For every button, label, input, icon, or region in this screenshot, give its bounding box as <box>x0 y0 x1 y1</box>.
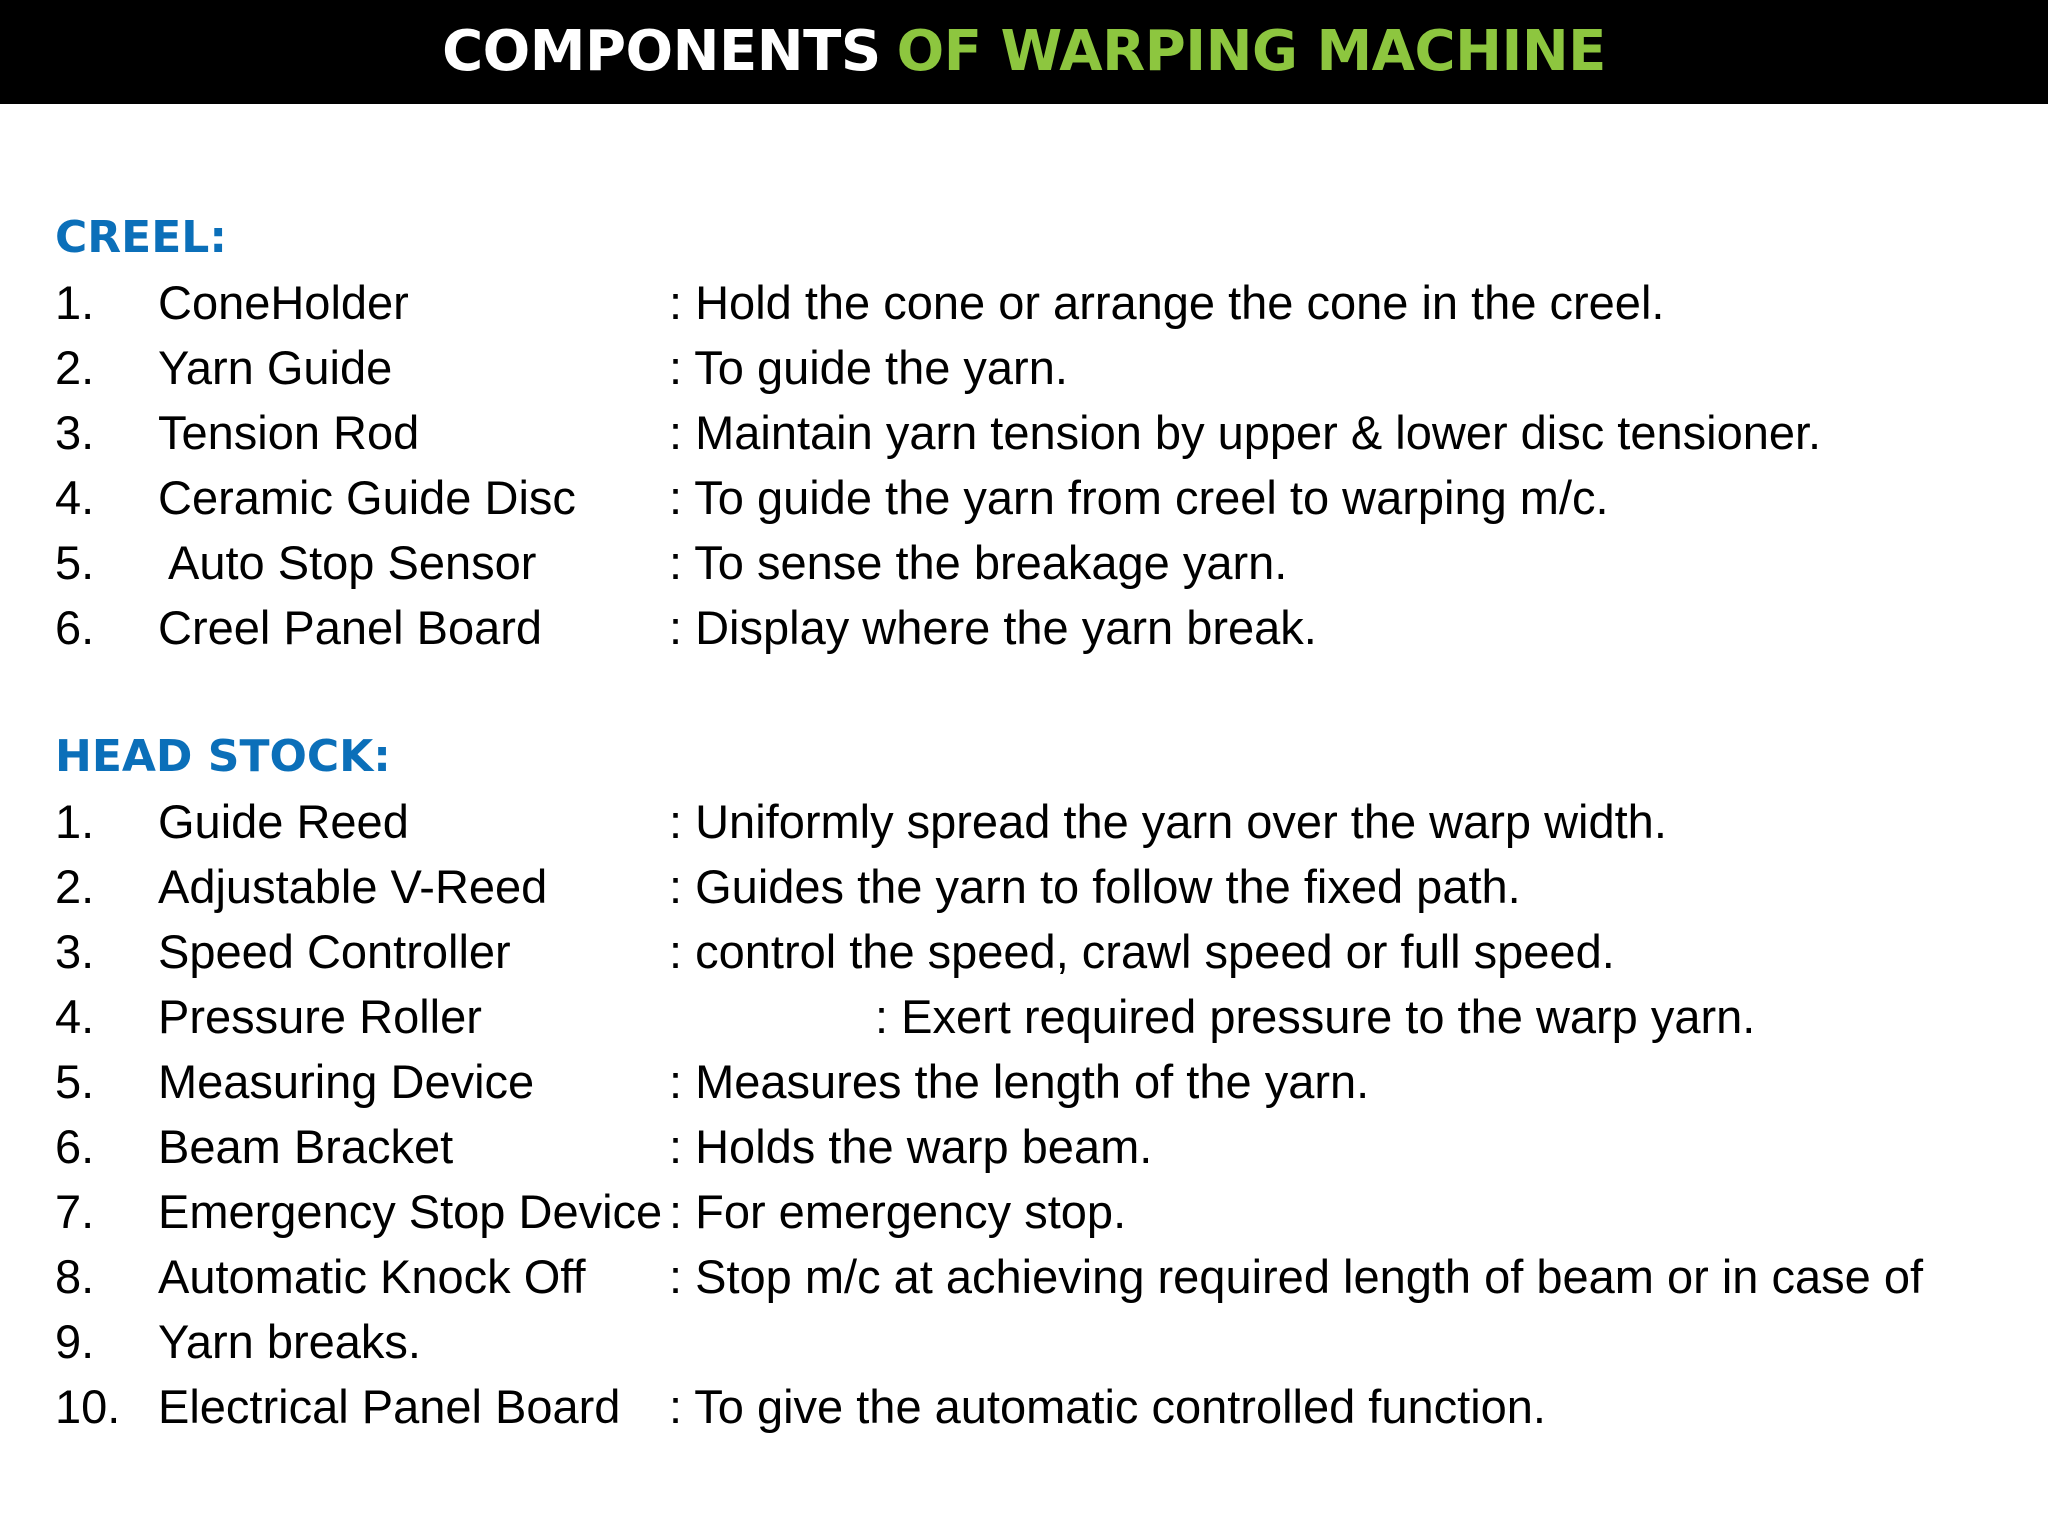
list-item <box>55 465 2015 530</box>
item-number: 5. <box>55 536 95 589</box>
list-item <box>55 1049 2015 1114</box>
component-description: : Uniformly spread the yarn over the warp width. <box>669 795 1667 848</box>
page-title <box>442 19 1606 84</box>
component-name: Adjustable V-Reed <box>158 860 548 913</box>
list-item <box>55 919 2015 984</box>
list-item <box>55 1309 2015 1374</box>
list-item <box>55 1114 2015 1179</box>
item-number: 4. <box>55 471 95 524</box>
item-number: 8. <box>55 1250 95 1303</box>
component-name: Pressure Roller <box>158 990 482 1043</box>
component-name: Yarn breaks. <box>158 1315 421 1368</box>
component-name: Yarn Guide <box>158 341 393 394</box>
list-item <box>55 400 2015 465</box>
component-description: : To sense the breakage yarn. <box>669 536 1288 589</box>
component-name: Ceramic Guide Disc <box>158 471 576 524</box>
component-description: : Maintain yarn tension by upper & lower disc tensioner. <box>669 406 1822 459</box>
list-item <box>55 1179 2015 1244</box>
component-description: : For emergency stop. <box>669 1185 1127 1238</box>
title-bar <box>0 0 2048 104</box>
component-name: Auto Stop Sensor <box>168 536 537 589</box>
item-number: 6. <box>55 601 95 654</box>
creel-section <box>55 205 2015 660</box>
list-item <box>55 984 2015 1049</box>
component-description: : To guide the yarn from creel to warping m/c. <box>669 471 1609 524</box>
component-description: : Holds the warp beam. <box>669 1120 1153 1173</box>
head-stock-heading: HEAD STOCK: <box>55 731 391 782</box>
component-name: Speed Controller <box>158 925 511 978</box>
item-number: 3. <box>55 406 95 459</box>
title-part-white: COMPONENTS <box>442 19 881 84</box>
item-number: 3. <box>55 925 95 978</box>
list-item <box>55 1374 2015 1439</box>
component-description: : Display where the yarn break. <box>669 601 1317 654</box>
list-item <box>55 854 2015 919</box>
component-description: : Exert required pressure to the warp yarn. <box>875 990 1756 1043</box>
component-name: Automatic Knock Off <box>158 1250 586 1303</box>
item-number: 6. <box>55 1120 95 1173</box>
component-description: : Guides the yarn to follow the fixed path. <box>669 860 1521 913</box>
list-item <box>55 530 2015 595</box>
item-number: 1. <box>55 276 95 329</box>
list-item <box>55 335 2015 400</box>
list-item <box>55 270 2015 335</box>
head-stock-section <box>55 724 2015 1439</box>
component-name: Beam Bracket <box>158 1120 454 1173</box>
component-name: Electrical Panel Board <box>158 1380 621 1433</box>
component-description: : control the speed, crawl speed or full speed. <box>669 925 1615 978</box>
title-part-green: OF WARPING MACHINE <box>896 19 1606 84</box>
component-name: Tension Rod <box>158 406 420 459</box>
component-name: Emergency Stop Device <box>158 1185 663 1238</box>
component-name: Guide Reed <box>158 795 409 848</box>
item-number: 4. <box>55 990 95 1043</box>
list-item <box>55 1244 2015 1309</box>
creel-heading: CREEL: <box>55 212 227 263</box>
list-item <box>55 789 2015 854</box>
item-number: 2. <box>55 860 95 913</box>
component-name: Creel Panel Board <box>158 601 543 654</box>
component-description: : Hold the cone or arrange the cone in the creel. <box>669 276 1665 329</box>
component-description: : Stop m/c at achieving required length of beam or in case of <box>669 1250 1924 1303</box>
item-number: 10. <box>55 1380 121 1433</box>
item-number: 7. <box>55 1185 95 1238</box>
item-number: 5. <box>55 1055 95 1108</box>
list-item <box>55 595 2015 660</box>
item-number: 1. <box>55 795 95 848</box>
component-name: Measuring Device <box>158 1055 535 1108</box>
component-description: : Measures the length of the yarn. <box>669 1055 1370 1108</box>
item-number: 2. <box>55 341 95 394</box>
component-description: : To give the automatic controlled function. <box>669 1380 1546 1433</box>
component-description: : To guide the yarn. <box>669 341 1068 394</box>
item-number: 9. <box>55 1315 95 1368</box>
component-name: ConeHolder <box>158 276 409 329</box>
